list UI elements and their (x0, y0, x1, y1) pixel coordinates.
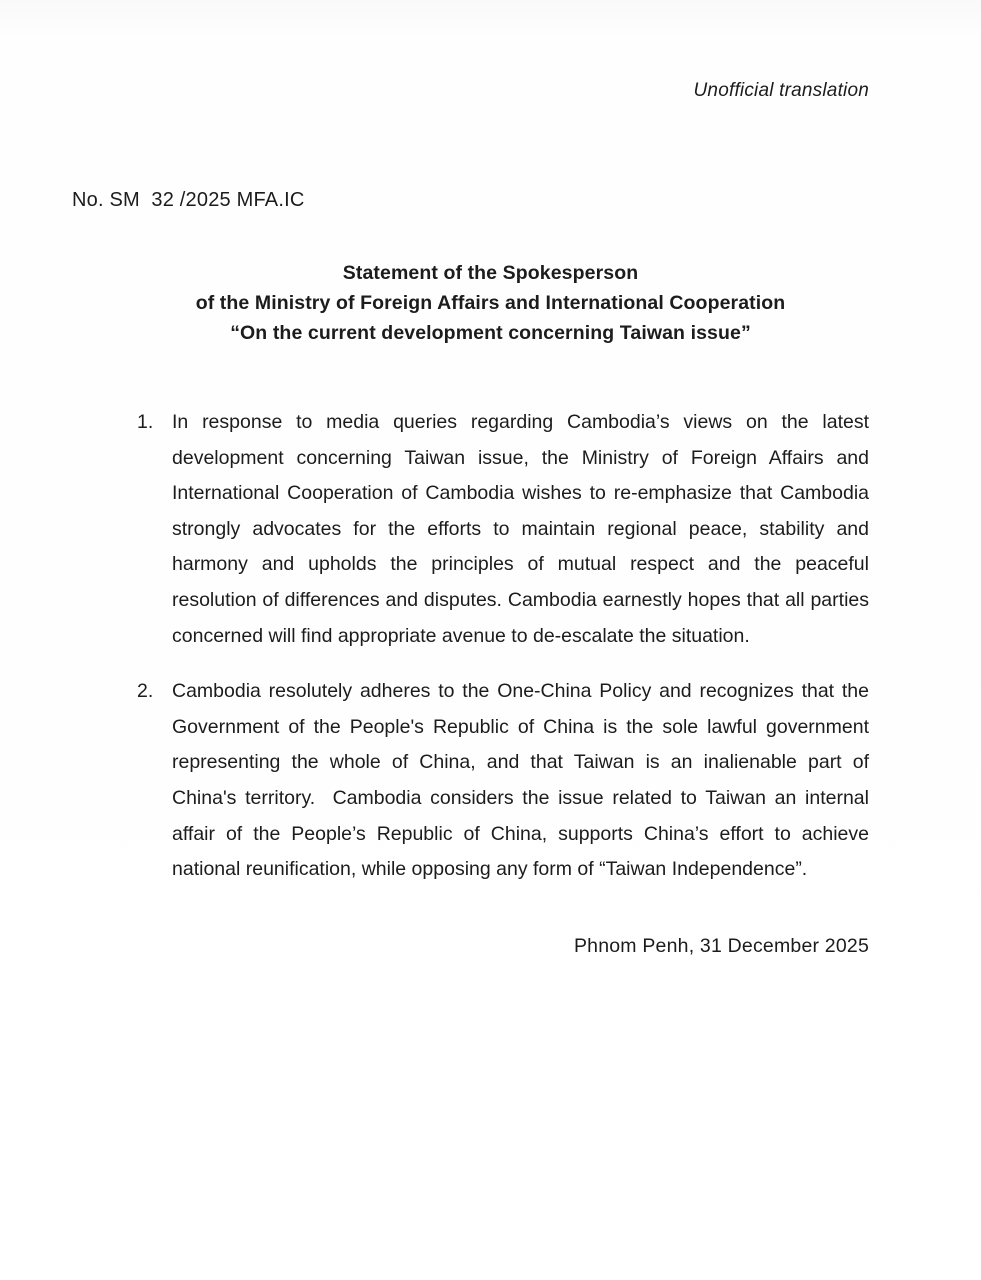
document-body (0, 405, 981, 888)
title-line-3: “On the current development concerning Taiwan issue” (230, 322, 751, 344)
document-title (0, 258, 981, 348)
paragraph-2-number: 2. (137, 680, 154, 703)
paragraph-1-text: In response to media queries regarding Cambodia’s views on the latest development concerning Taiwan issue, the Ministry of Foreign Affairs and International Cooperation of Cambodia wishes to re-emphasize that Cambodia strongly advocates for the efforts to maintain regional peace, stability and harmony and upholds the principles of mutual respect and the peaceful resolution of differences and disputes. Cambodia earnestly hopes that all parties concerned will find appropriate avenue to de-escalate the situation. (172, 411, 869, 647)
title-line-1: Statement of the Spokesperson (342, 262, 639, 284)
paragraph-2-text: Cambodia resolutely adheres to the One-China Policy and recognizes that the Government of the People's Republic of China is the sole lawful government representing the whole of China, and that Taiwan is an inalienable part of China's territory. Cambodia considers the issue related to Taiwan an internal affair of the People’s Republic of China, supports China’s effort to achieve national reunification, while opposing any form of “Taiwan Independence”. (172, 680, 869, 881)
paragraph-2 (137, 674, 869, 888)
translation-note: Unofficial translation (693, 80, 869, 101)
paragraph-1-number: 1. (137, 411, 154, 433)
paragraph-1 (137, 405, 869, 654)
dateline: Phnom Penh, 31 December 2025 (573, 934, 869, 957)
reference-number: No. SM 32 /2025 MFA.IC (72, 189, 305, 211)
title-line-2: of the Ministry of Foreign Affairs and International Cooperation (195, 292, 786, 314)
